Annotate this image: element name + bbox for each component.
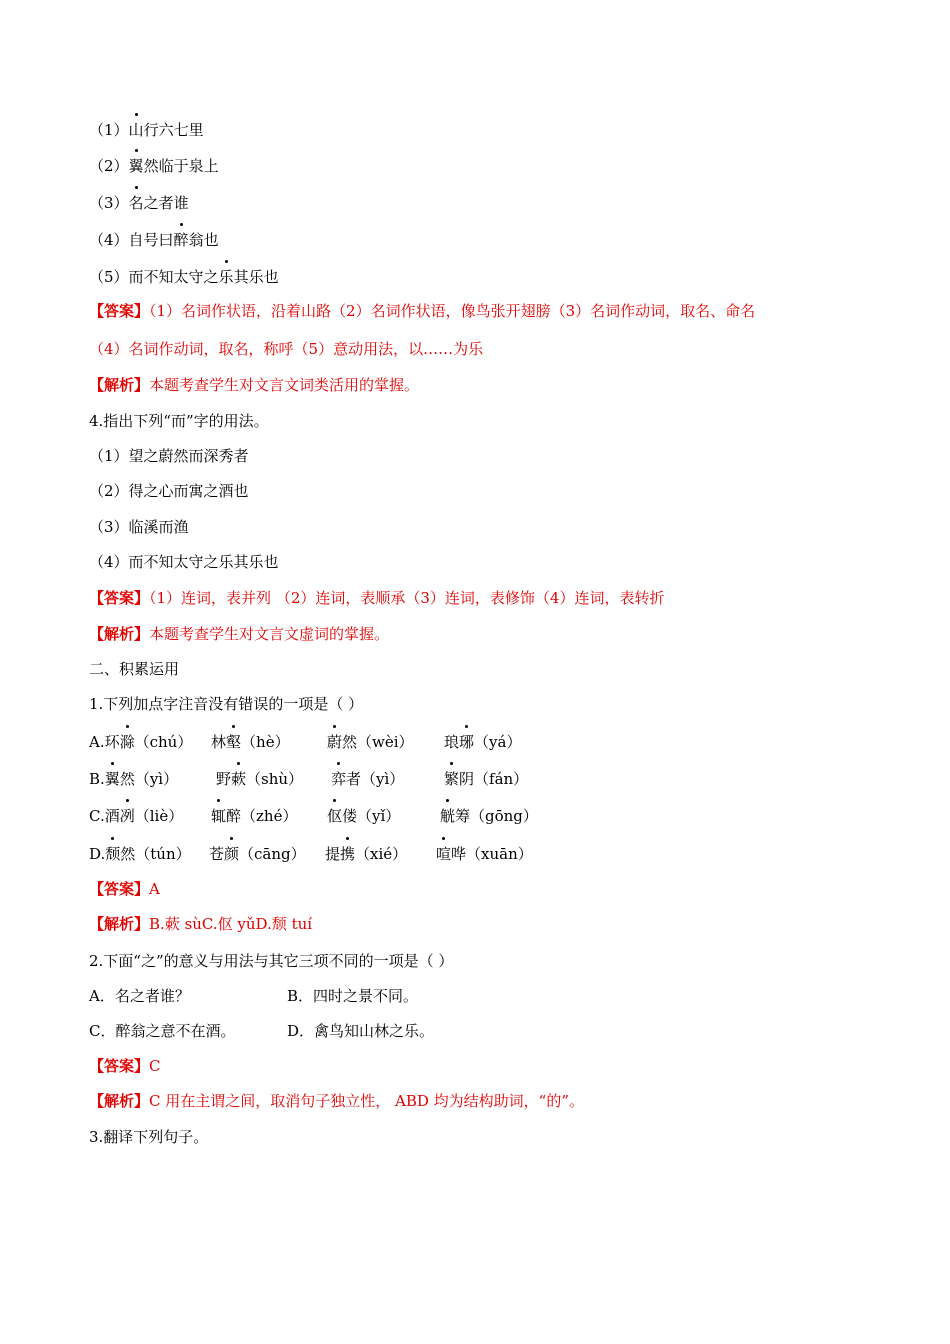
emphasis-dot-char: 醉 xyxy=(173,231,189,249)
option-b: B.翼然（yì） xyxy=(89,770,179,788)
analysis-label: 【解析】 xyxy=(89,376,150,394)
emphasis-dot-char: 弈 xyxy=(331,770,347,788)
s2q2-answer: 【答案】C xyxy=(89,1057,161,1075)
option-a: A.环滁（chú） xyxy=(89,733,193,751)
analysis-label: 【解析】 xyxy=(89,915,150,933)
q4-answer: 【答案】（1）连词，表并列 （2）连词，表顺承（3）连词，表修饰（4）连词，表转折 xyxy=(89,589,665,607)
q3-item-4: （4）自号曰醉翁也 xyxy=(89,231,219,249)
s2q2-option-d: D．禽鸟知山林之乐。 xyxy=(287,1022,435,1040)
emphasis-dot-char: 滁 xyxy=(119,733,135,751)
emphasis-dot-char: 繁 xyxy=(444,770,460,788)
s2q1-answer: 【答案】A xyxy=(89,880,160,898)
option-c-4: 觥筹（gōng） xyxy=(440,807,538,825)
q3-analysis: 【解析】本题考查学生对文言文词类活用的掌握。 xyxy=(89,376,420,394)
s2q2-analysis: 【解析】C 用在主谓之间，取消句子独立性， ABD 均为结构助词，“的”。 xyxy=(89,1092,585,1110)
q4-analysis: 【解析】本题考查学生对文言文虚词的掌握。 xyxy=(89,625,390,643)
emphasis-dot-char: 蔌 xyxy=(231,770,247,788)
q3-item-1: （1）山行六七里 xyxy=(89,121,204,139)
s2q2-option-c: C．醉翁之意不在酒。 xyxy=(89,1022,236,1040)
q4-item-3: （3）临溪而渔 xyxy=(89,518,189,536)
emphasis-dot-char: 觥 xyxy=(440,807,456,825)
option-b-3: 弈者（yì） xyxy=(331,770,405,788)
option-c-3: 伛偻（yǐ） xyxy=(327,807,401,825)
q4-title: 4.指出下列“而”字的用法。 xyxy=(89,412,269,430)
emphasis-dot-char: 翼 xyxy=(128,157,144,175)
s2q1-title: 1.下列加点字注音没有错误的一项是（ ） xyxy=(89,695,364,713)
answer-label: 【答案】 xyxy=(89,880,150,898)
option-d-4: 喧哗（xuān） xyxy=(436,845,533,863)
emphasis-dot-char: 喧 xyxy=(436,845,452,863)
option-a-3: 蔚然（wèi） xyxy=(327,733,414,751)
option-a-2: 林壑（hè） xyxy=(211,733,290,751)
q3-answer-cont: （4）名词作动词，取名，称呼（5）意动用法，以……为乐 xyxy=(89,340,484,358)
option-d: D.颓然（tún） xyxy=(89,845,191,863)
answer-label: 【答案】 xyxy=(89,589,150,607)
s2q2-option-a: A．名之者谁？ xyxy=(89,987,190,1005)
emphasis-dot-char: 壑 xyxy=(226,733,242,751)
emphasis-dot-char: 携 xyxy=(340,845,356,863)
s2q1-analysis: 【解析】B.蔌 sùC.伛 yǔD.颓 tuí xyxy=(89,915,313,933)
analysis-label: 【解析】 xyxy=(89,625,150,643)
q3-item-3: （3）名之者谁 xyxy=(89,194,189,212)
q4-item-2: （2）得之心而寓之酒也 xyxy=(89,482,249,500)
emphasis-dot-char: 伛 xyxy=(327,807,343,825)
s2q2-title: 2.下面“之”的意义与用法与其它三项不同的一项是（ ） xyxy=(89,952,454,970)
emphasis-dot-char: 蔚 xyxy=(327,733,343,751)
answer-label: 【答案】 xyxy=(89,1057,150,1075)
emphasis-dot-char: 颜 xyxy=(224,845,240,863)
option-c-2: 辄醉（zhé） xyxy=(211,807,298,825)
emphasis-dot-char: 颓 xyxy=(105,845,121,863)
option-b-4: 繁阴（fán） xyxy=(444,770,529,788)
q3-item-5: （5）而不知太守之乐其乐也 xyxy=(89,268,279,286)
section-title: 二、积累运用 xyxy=(89,660,180,678)
option-d-2: 苍颜（cāng） xyxy=(209,845,306,863)
s2q3-title: 3.翻译下列句子。 xyxy=(89,1128,209,1146)
option-a-4: 琅琊（yá） xyxy=(444,733,522,751)
q4-item-1: （1）望之蔚然而深秀者 xyxy=(89,447,249,465)
option-d-3: 提携（xié） xyxy=(325,845,408,863)
emphasis-dot-char: 冽 xyxy=(119,807,135,825)
emphasis-dot-char: 翼 xyxy=(104,770,120,788)
option-c: C.酒冽（liè） xyxy=(89,807,184,825)
answer-label: 【答案】 xyxy=(89,302,150,320)
emphasis-dot-char: 山 xyxy=(128,121,144,139)
emphasis-dot-char: 辄 xyxy=(211,807,227,825)
option-b-2: 野蔌（shù） xyxy=(216,770,304,788)
q3-item-2: （2）翼然临于泉上 xyxy=(89,157,219,175)
emphasis-dot-char: 乐 xyxy=(218,268,234,286)
s2q2-option-b: B．四时之景不同。 xyxy=(287,987,419,1005)
emphasis-dot-char: 名 xyxy=(128,194,144,212)
q3-answer: 【答案】（1）名词作状语，沿着山路（2）名词作状语，像鸟张开翅膀（3）名词作动词，取名、命名 xyxy=(89,302,756,320)
analysis-label: 【解析】 xyxy=(89,1092,150,1110)
q4-item-4: （4）而不知太守之乐其乐也 xyxy=(89,553,279,571)
emphasis-dot-char: 琊 xyxy=(459,733,475,751)
